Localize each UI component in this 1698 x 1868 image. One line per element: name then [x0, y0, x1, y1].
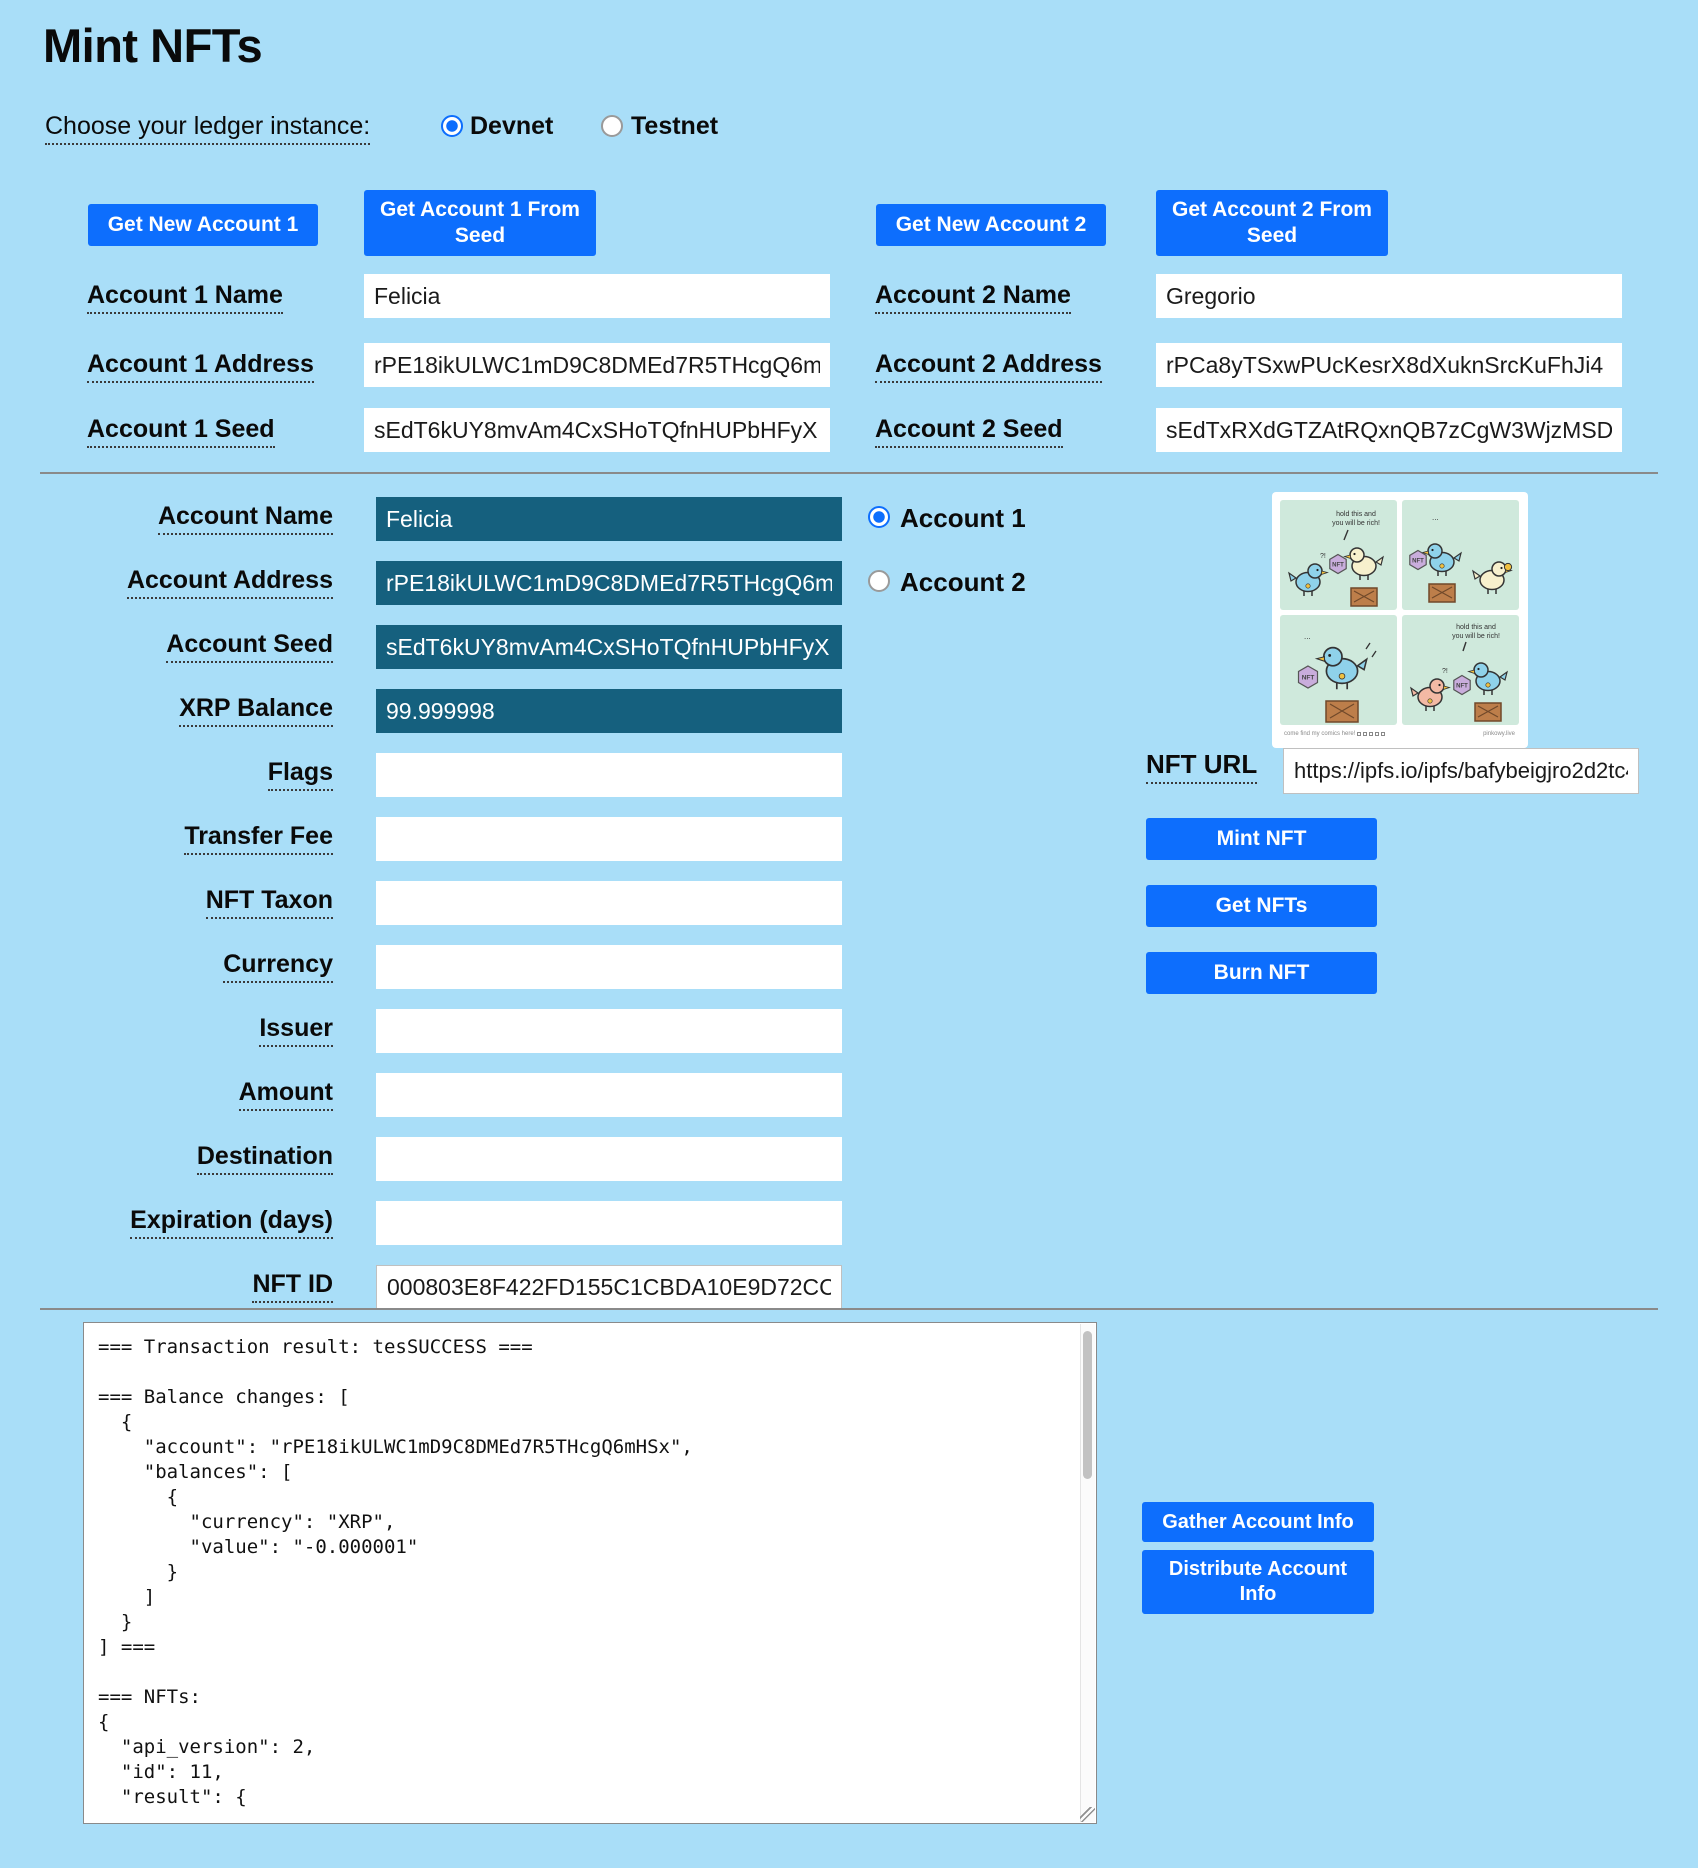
svg-text:NFT: NFT	[1456, 683, 1468, 690]
account-1-radio-label: Account 1	[900, 503, 1026, 533]
svg-text:NFT: NFT	[1412, 558, 1424, 565]
get-account-1-from-seed-button[interactable]: Get Account 1 From Seed	[364, 190, 596, 256]
comic-caption-left: come find my comics here!	[1284, 731, 1385, 737]
account-2-address-label: Account 2 Address	[875, 350, 1102, 379]
account-address-field[interactable]	[376, 561, 842, 605]
svg-text:hold this and: hold this and	[1336, 511, 1376, 518]
nft-id-label: NFT ID	[60, 1270, 333, 1299]
issuer-input[interactable]	[376, 1009, 842, 1053]
nft-taxon-label: NFT Taxon	[60, 886, 333, 915]
results-scrollbar-thumb[interactable]	[1083, 1331, 1092, 1479]
svg-text:?!: ?!	[1320, 553, 1326, 560]
devnet-radio[interactable]	[441, 115, 463, 137]
currency-input[interactable]	[376, 945, 842, 989]
account-1-seed-label: Account 1 Seed	[87, 415, 275, 444]
account-2-radio[interactable]	[868, 570, 890, 592]
svg-text:...: ...	[1432, 513, 1439, 522]
nft-taxon-input[interactable]	[376, 881, 842, 925]
devnet-radio-label: Devnet	[470, 112, 554, 140]
svg-text:NFT: NFT	[1332, 562, 1344, 569]
get-new-account-1-button[interactable]: Get New Account 1	[88, 204, 318, 246]
comic-caption-right: pinkowy.live	[1483, 731, 1515, 737]
nft-comic-panel-2	[1402, 500, 1519, 610]
get-new-account-2-button[interactable]: Get New Account 2	[876, 204, 1106, 246]
xrp-balance-label: XRP Balance	[60, 694, 333, 723]
flags-label: Flags	[60, 758, 333, 787]
account-name-field[interactable]	[376, 497, 842, 541]
account-2-name-input[interactable]	[1156, 274, 1622, 318]
svg-text:?!: ?!	[1442, 668, 1448, 675]
burn-nft-button[interactable]: Burn NFT	[1146, 952, 1377, 994]
account-2-address-input[interactable]	[1156, 343, 1622, 387]
get-nfts-button[interactable]: Get NFTs	[1146, 885, 1377, 927]
nft-comic-panel-1	[1280, 500, 1397, 610]
distribute-account-info-button[interactable]: Distribute Account Info	[1142, 1550, 1374, 1614]
account-2-radio-label: Account 2	[900, 567, 1026, 597]
svg-text:you will be rich!: you will be rich!	[1332, 520, 1380, 527]
svg-text:...: ...	[1304, 632, 1311, 641]
destination-input[interactable]	[376, 1137, 842, 1181]
account-address-label: Account Address	[60, 566, 333, 595]
transfer-fee-input[interactable]	[376, 817, 842, 861]
nft-url-label: NFT URL	[1146, 749, 1257, 780]
results-resize-grip[interactable]	[1080, 1807, 1095, 1822]
issuer-label: Issuer	[60, 1014, 333, 1043]
nft-image-captions	[1280, 730, 1519, 738]
nft-comic-panel-3	[1280, 615, 1397, 725]
mint-nft-button[interactable]: Mint NFT	[1146, 818, 1377, 860]
svg-text:hold this and: hold this and	[1456, 624, 1496, 631]
svg-text:NFT: NFT	[1301, 674, 1315, 682]
page-title: Mint NFTs	[43, 19, 263, 72]
amount-input[interactable]	[376, 1073, 842, 1117]
expiration-days-input[interactable]	[376, 1201, 842, 1245]
account-1-radio[interactable]	[868, 506, 890, 528]
flags-input[interactable]	[376, 753, 842, 797]
ledger-instance-label: Choose your ledger instance:	[45, 112, 370, 141]
get-account-2-from-seed-button[interactable]: Get Account 2 From Seed	[1156, 190, 1388, 256]
account-2-name-label: Account 2 Name	[875, 281, 1071, 310]
nft-url-input[interactable]	[1283, 748, 1639, 794]
testnet-radio[interactable]	[601, 115, 623, 137]
amount-label: Amount	[60, 1078, 333, 1107]
account-2-seed-label: Account 2 Seed	[875, 415, 1063, 444]
nft-comic-panel-4	[1402, 615, 1519, 725]
account-name-label: Account Name	[60, 502, 333, 531]
nft-id-input[interactable]	[376, 1265, 842, 1309]
nft-image	[1272, 492, 1528, 748]
account-1-seed-input[interactable]	[364, 408, 830, 452]
section-divider-top	[40, 472, 1658, 474]
testnet-radio-label: Testnet	[631, 112, 719, 140]
account-1-name-label: Account 1 Name	[87, 281, 283, 310]
destination-label: Destination	[60, 1142, 333, 1171]
gather-account-info-button[interactable]: Gather Account Info	[1142, 1502, 1374, 1542]
svg-text:you will be rich!: you will be rich!	[1452, 633, 1500, 640]
section-divider-bottom	[40, 1308, 1658, 1310]
account-seed-label: Account Seed	[60, 630, 333, 659]
account-2-seed-input[interactable]	[1156, 408, 1622, 452]
account-1-address-label: Account 1 Address	[87, 350, 314, 379]
currency-label: Currency	[60, 950, 333, 979]
expiration-days-label: Expiration (days)	[60, 1206, 333, 1235]
transfer-fee-label: Transfer Fee	[60, 822, 333, 851]
account-1-address-input[interactable]	[364, 343, 830, 387]
xrp-balance-field[interactable]	[376, 689, 842, 733]
account-1-name-input[interactable]	[364, 274, 830, 318]
results-textarea[interactable]	[83, 1322, 1097, 1824]
account-seed-field[interactable]	[376, 625, 842, 669]
